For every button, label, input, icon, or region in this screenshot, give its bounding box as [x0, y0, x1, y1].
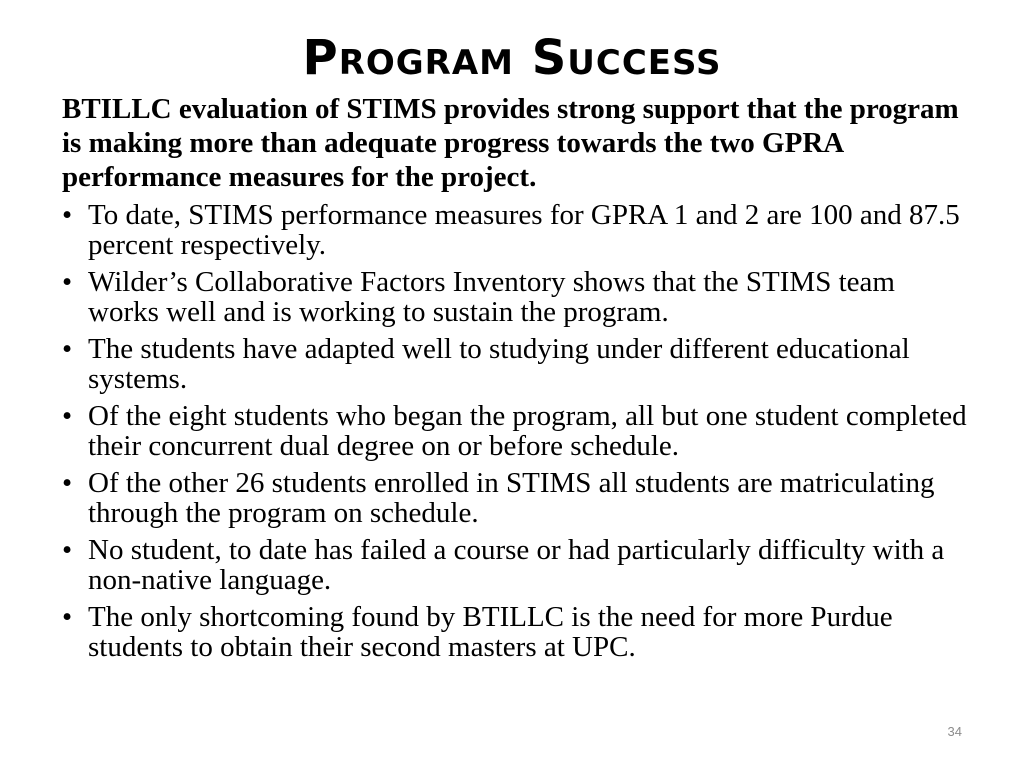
bullet-text: Of the eight students who began the program, all but one student completed their concurrent dual degree on or before schedule. — [88, 400, 967, 462]
slide-body — [62, 92, 972, 669]
bullet-item — [62, 267, 972, 327]
bullet-icon: • — [62, 534, 73, 566]
bullet-icon: • — [62, 333, 73, 365]
bullet-icon: • — [62, 266, 73, 298]
bullet-text: Of the other 26 students enrolled in STIMS all students are matriculating through the program on schedule. — [88, 467, 935, 529]
bullet-item — [62, 602, 972, 662]
bullet-text: To date, STIMS performance measures for GPRA 1 and 2 are 100 and 87.5 percent respectively. — [88, 199, 960, 261]
bullet-item — [62, 535, 972, 595]
bullet-item — [62, 401, 972, 461]
page-number: 34 — [947, 724, 962, 739]
bullet-item — [62, 334, 972, 394]
bullet-item — [62, 200, 972, 260]
bullet-icon: • — [62, 467, 73, 499]
bullet-item — [62, 468, 972, 528]
bullet-text: The only shortcoming found by BTILLC is the need for more Purdue students to obtain their second masters at UPC. — [88, 601, 893, 663]
bullet-text: Wilder’s Collaborative Factors Inventory shows that the STIMS team works well and is working to sustain the program. — [88, 266, 895, 328]
bullet-icon: • — [62, 199, 73, 231]
bullet-icon: • — [62, 601, 73, 633]
bullet-text: The students have adapted well to studying under different educational systems. — [88, 333, 910, 395]
slide-title: Program Success — [302, 30, 722, 86]
bullet-icon: • — [62, 400, 73, 432]
intro-paragraph: BTILLC evaluation of STIMS provides strong support that the program is making more than adequate progress towards the two GPRA performance measures for the project. — [62, 93, 959, 193]
bullet-text: No student, to date has failed a course or had particularly difficulty with a non-native language. — [88, 534, 945, 596]
bullet-list — [62, 200, 972, 662]
